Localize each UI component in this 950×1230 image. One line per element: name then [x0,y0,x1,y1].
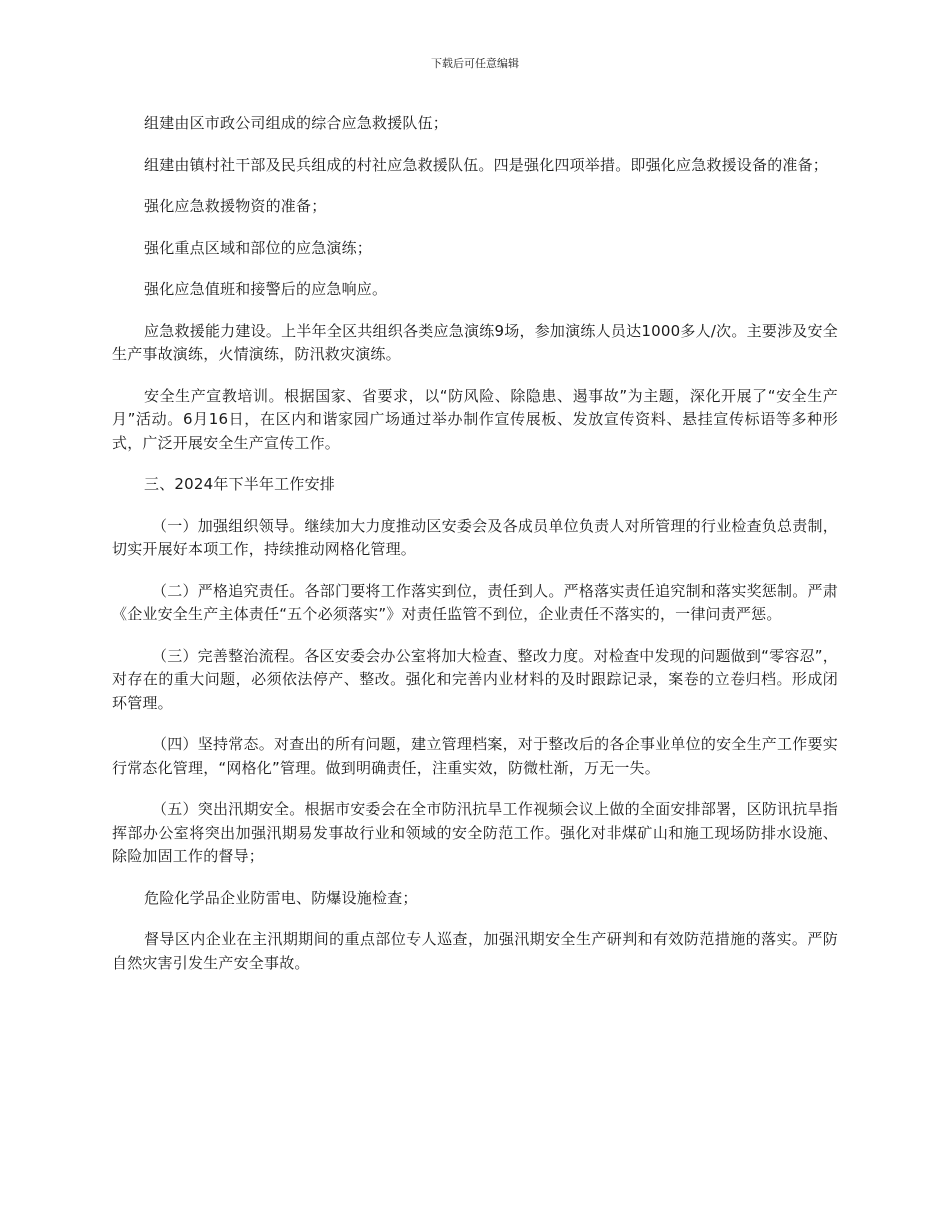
item-1-leadership: （一）加强组织领导。继续加大力度推动区安委会及各成员单位负责人对所管理的行业检查负总责制，切实开展好本项工作，持续推动网格化管理。 [112,516,838,558]
section-heading-second-half-plan: 三、2024年下半年工作安排 [144,475,335,493]
paragraph-duty-response: 强化应急值班和接警后的应急响应。 [144,280,388,298]
paragraph-emergency-team-municipal: 组建由区市政公司组成的综合应急救援队伍； [144,114,449,132]
paragraph-hazardous-chemicals: 危险化学品企业防雷电、防爆设施检查； [144,888,418,907]
page-header: 下载后可任意编辑 [431,57,519,70]
item-3-rectification: （三）完善整治流程。各区安委会办公室将加大检查、整改力度。对检查中发现的问题做到“零容忍”，对存在的重大问题，必须依法停产、整改。强化和完善内业材料的及时跟踪记录，案卷的立卷归档。形成闭环管理。 [112,646,838,712]
document-body [112,112,838,993]
paragraph-capability-building: 应急救援能力建设。上半年全区共组织各类应急演练9场，参加演练人员达1000多人/次。主要涉及安全生产事故演练，火情演练，防汛救灾演练。 [112,321,838,363]
paragraph-drills: 强化重点区域和部位的应急演练； [144,238,373,257]
paragraph-supplies: 强化应急救援物资的准备； [144,197,327,215]
paragraph-safety-training: 安全生产宣教培训。根据国家、省要求，以“防风险、除隐患、遏事故”为主题，深化开展了“安全生产月”活动。6月16日，在区内和谐家园广场通过举办制作宣传展板、发放宣传资料、悬挂宣传标语等多种形式，广泛开展安全生产宣传工作。 [112,386,838,452]
paragraph-patrol-supervision: 督导区内企业在主汛期期间的重点部位专人巡查，加强汛期安全生产研判和有效防范措施的落实。严防自然灾害引发生产安全事故。 [112,930,838,972]
item-4-normalization: （四）坚持常态。对查出的所有问题，建立管理档案，对于整改后的各企事业单位的安全生产工作要实行常态化管理，“网格化”管理。做到明确责任，注重实效，防微杜渐，万无一失。 [112,735,838,777]
paragraph-emergency-team-village: 组建由镇村社干部及民兵组成的村社应急救援队伍。四是强化四项举措。即强化应急救援设备的准备； [144,155,829,174]
item-2-accountability: （二）严格追究责任。各部门要将工作落实到位，责任到人。严格落实责任追究制和落实奖惩制。严肃《企业安全生产主体责任“五个必须落实”》对责任监管不到位，企业责任不落实的，一律问责严惩。 [112,581,838,623]
item-5-flood-season: （五）突出汛期安全。根据市安委会在全市防汛抗旱工作视频会议上做的全面安排部署，区防讯抗旱指挥部办公室将突出加强汛期易发事故行业和领域的安全防范工作。强化对非煤矿山和施工现场防排水设施、除险加固工作的督导； [112,800,838,865]
